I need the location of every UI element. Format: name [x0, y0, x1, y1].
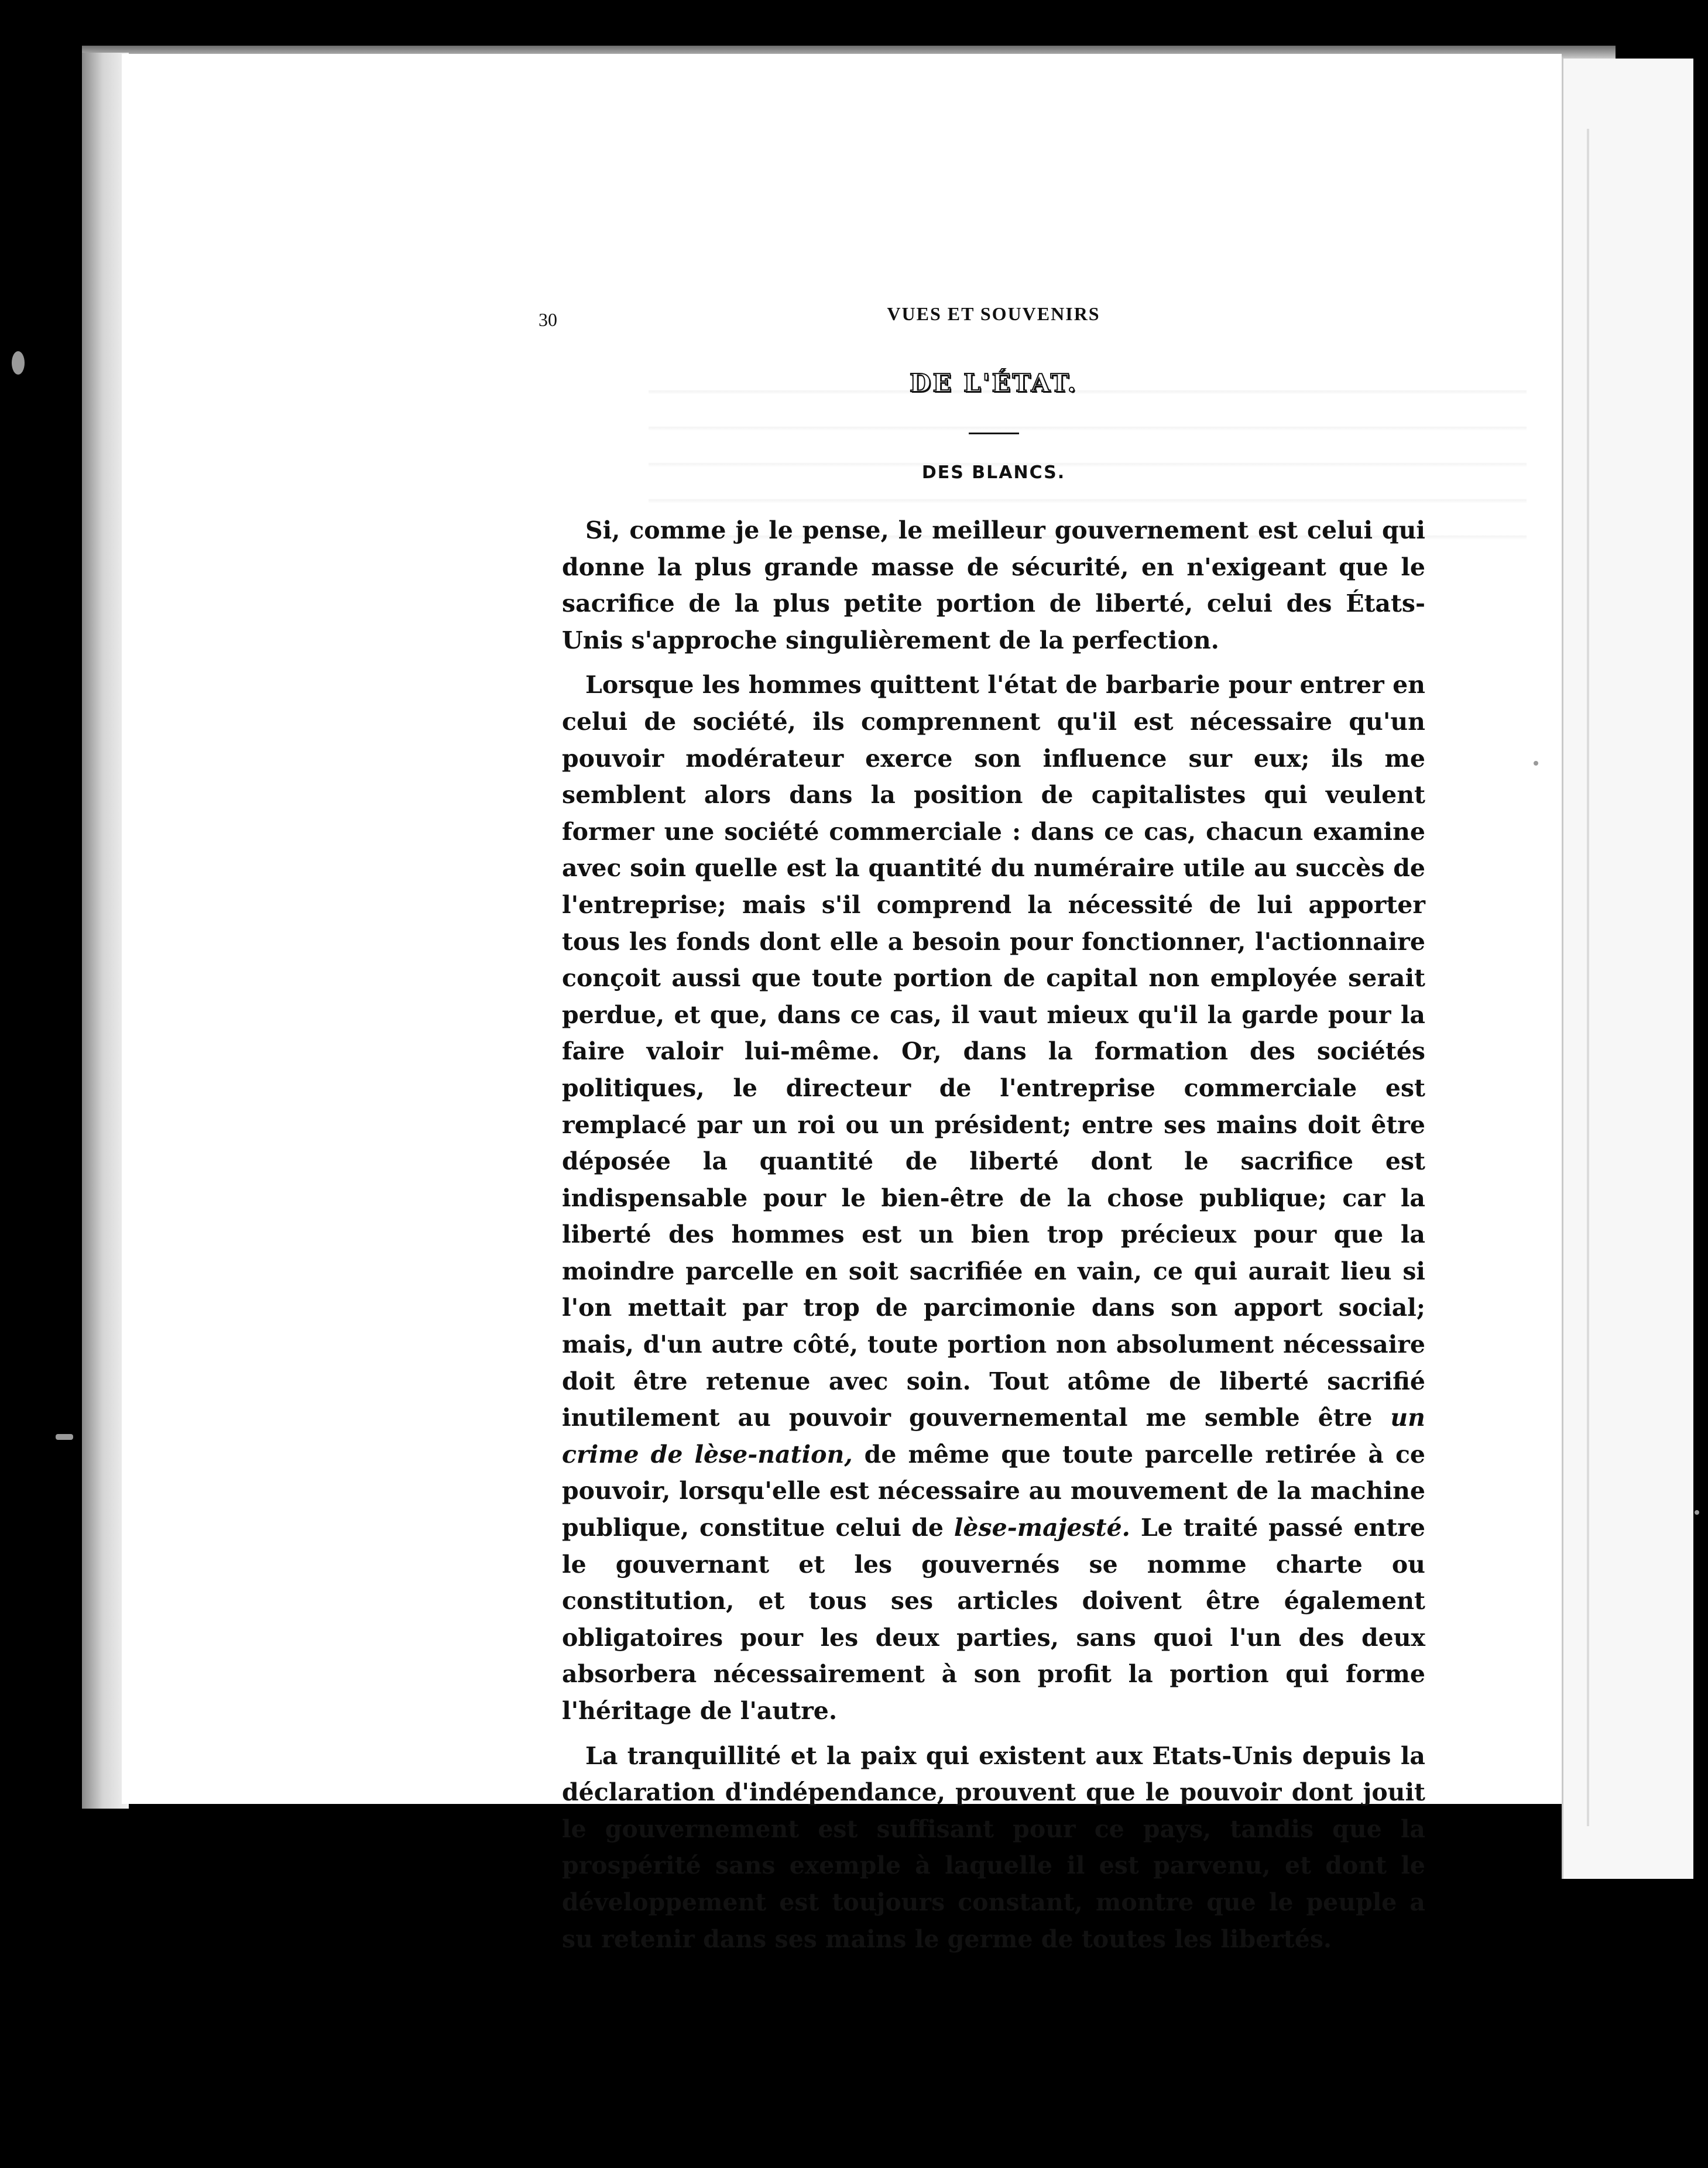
running-head: [539, 293, 1425, 334]
paragraph-text: Le traité passé entre le gouvernant et les gouvernés se nomme charte ou constitution, et tous ses articles doivent être également obligatoires pour les deux parties, sans quoi l'un des deux absorbera nécessairement à son profit la portion qui forme l'héritage de l'autre.: [562, 1514, 1425, 1725]
paragraph: Si, comme je le pense, le meilleur gouvernement est celui qui donne la plus grande masse de sécurité, en n'exigeant que le sacrifice de la plus petite portion de liberté, celui des États-Unis s'approche singulièrement de la perfection.: [562, 516, 1425, 654]
body-text: [562, 512, 1425, 1957]
scan-dust-spot: [1534, 761, 1538, 766]
scan-dust-spot: [1695, 1510, 1699, 1515]
scan-dust-spot: [56, 1434, 73, 1440]
section-rule: [969, 433, 1019, 434]
scan-dust-spot: [12, 351, 25, 375]
paragraph-text: Lorsque les hommes quittent l'état de barbarie pour entrer en celui de société, ils comprennent qu'il est nécessaire qu'un pouvoir modérateur exerce son influence sur eux; ils me semblent alors dans la position de capitalistes qui veulent former une société commerciale : dans ce cas, chacun examine avec soin quelle est la quantité du numéraire utile au succès de l'entreprise; mais s'il comprend la nécessité de lui apporter tous les fonds dont elle a besoin pour fonctionner, l'actionnaire conçoit aussi que toute portion de capital non employée serait perdue, et que, dans ce cas, il vaut mieux qu'il la garde pour la faire valoir lui-même. Or, dans la formation des sociétés politiques, le directeur de l'entreprise commerciale est remplacé par un roi ou un président; entre ses mains doit être déposée la quantité de liberté dont le sacrifice est indispensable pour le bien-être de la chose publique; car la liberté des hommes est un bien trop précieux pour que la moindre parcelle en soit sacrifiée en vain, ce qui aurait lieu si l'on mettait par trop de parcimonie dans son apport social; mais, d'un autre côté, toute portion non absolument nécessaire doit être retenue avec soin. Tout atôme de liberté sacrifié inutilement au pouvoir gouvernemental me semble être: [562, 671, 1425, 1432]
paragraph: La tranquillité et la paix qui existent aux Etats-Unis depuis la déclaration d'indépendance, prouvent que le pouvoir dont jouit le gouvernement est suffisant pour ce pays, tandis que la prospérité sans exemple à laquelle il est parvenu, et dont le développement est toujours constant, montre que le peuple a su retenir dans ses mains le germe de toutes les libertés.: [562, 1741, 1425, 1953]
italic-phrase: un crime de lèse-nation,: [562, 1404, 1425, 1469]
paragraph-text: de même que toute parcelle retirée à ce pouvoir, lorsqu'elle est nécessaire au mouvement de la machine publique, constitue celui de: [562, 1440, 1426, 1542]
italic-phrase: lèse-majesté.: [954, 1514, 1130, 1542]
page-text-block: [539, 293, 1426, 1957]
running-head-title: VUES ET SOUVENIRS: [887, 303, 1100, 324]
paragraph: [562, 667, 1425, 1729]
subsection-title: DES BLANCS.: [921, 462, 1066, 483]
facing-page-edge: [1562, 59, 1693, 1879]
section-title: DE L'ÉTAT.: [909, 369, 1078, 397]
page-number: 30: [539, 309, 557, 330]
